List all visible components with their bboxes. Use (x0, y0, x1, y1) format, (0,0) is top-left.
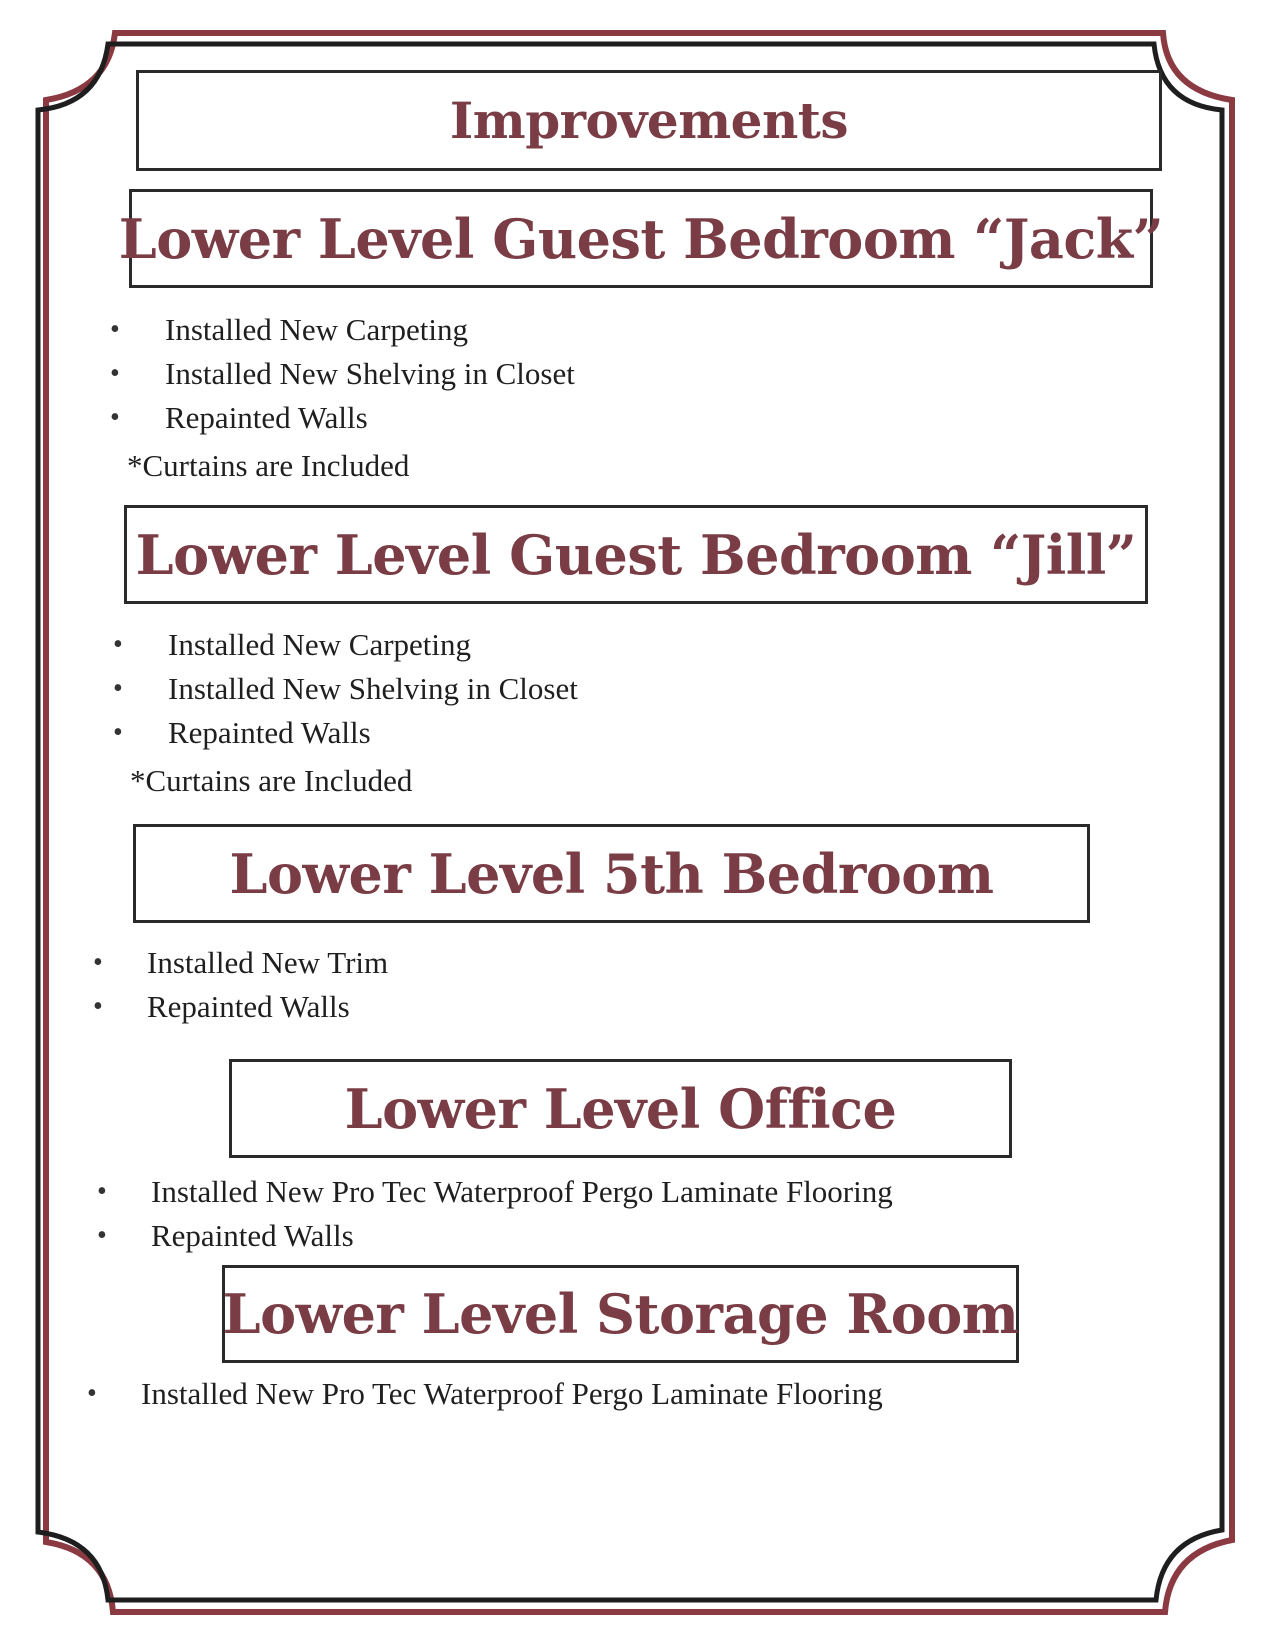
list-item-text: Installed New Shelving in Closet (165, 356, 575, 391)
section-note: *Curtains are Included (127, 448, 410, 483)
section-heading-box (222, 1265, 1019, 1363)
section-heading: Lower Level Guest Bedroom “Jack” (118, 206, 1164, 271)
bullet-icon: • (113, 629, 123, 660)
list-item-text: Repainted Walls (168, 715, 371, 750)
section-note: *Curtains are Included (130, 763, 413, 798)
list-item-text: Repainted Walls (147, 989, 350, 1024)
section-heading: Lower Level Office (344, 1076, 897, 1141)
list-item-text: Installed New Pro Tec Waterproof Pergo Laminate Flooring (151, 1174, 893, 1209)
bullet-icon: • (110, 402, 120, 433)
page-title-box (136, 70, 1162, 171)
bullet-icon: • (97, 1176, 107, 1207)
bullet-icon: • (110, 358, 120, 389)
section-heading-box (124, 505, 1148, 604)
list-item-text: Repainted Walls (151, 1218, 354, 1253)
list-item-text: Installed New Pro Tec Waterproof Pergo Laminate Flooring (141, 1376, 883, 1411)
list-item-text: Repainted Walls (165, 400, 368, 435)
bullet-icon: • (110, 314, 120, 345)
section-heading: Lower Level Storage Room (222, 1282, 1019, 1346)
bullet-icon: • (93, 947, 103, 978)
list-item-text: Installed New Carpeting (168, 627, 472, 662)
list-item-text: Installed New Carpeting (165, 312, 469, 347)
bullet-icon: • (87, 1378, 97, 1409)
bullet-icon: • (113, 673, 123, 704)
section-heading-box (229, 1059, 1012, 1158)
list-item-text: Installed New Shelving in Closet (168, 671, 578, 706)
bullet-icon: • (97, 1220, 107, 1251)
bullet-icon: • (113, 717, 123, 748)
page-title: Improvements (449, 91, 849, 150)
list-item-text: Installed New Trim (147, 945, 389, 980)
bullet-icon: • (93, 991, 103, 1022)
section-heading: Lower Level 5th Bedroom (229, 841, 994, 906)
section-heading-box (133, 824, 1090, 923)
section-heading: Lower Level Guest Bedroom “Jill” (135, 522, 1137, 587)
section-heading-box (118, 189, 1164, 288)
